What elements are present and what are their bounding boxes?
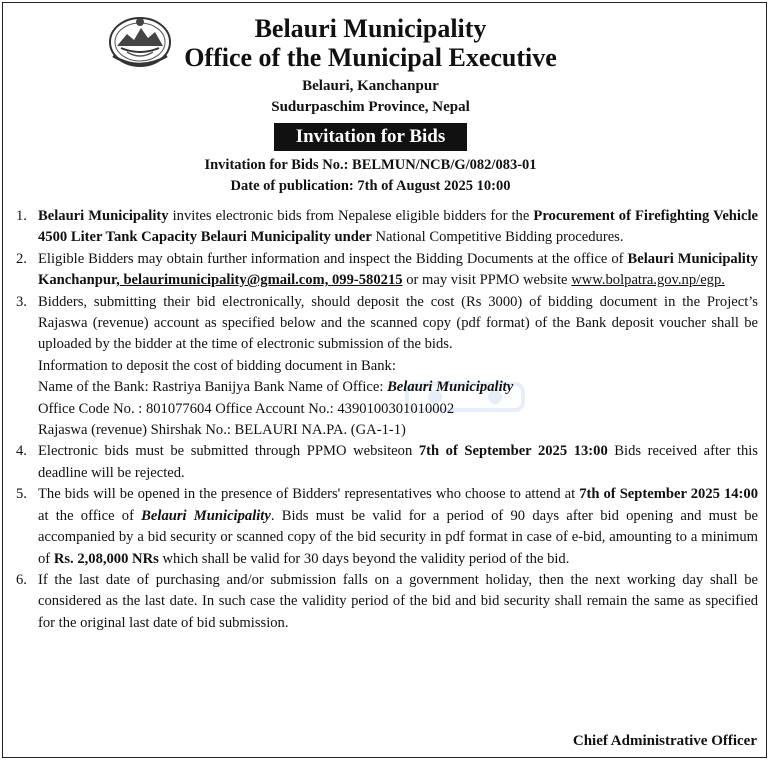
- item-text: invites electronic bids from Nepalese eligible bidders for the: [168, 208, 534, 224]
- list-item: [16, 249, 758, 292]
- item-text: The bids will be opened in the presence of Bidders' representatives who choose to attend at: [38, 486, 580, 503]
- notice-title-badge: Invitation for Bids: [274, 123, 468, 151]
- item-text: Bids received after this deadline will be rejected.: [38, 443, 758, 481]
- office-code-line: Office Code No. : 801077604 Office Account No.: 4390100301010002: [38, 400, 455, 417]
- org-name-inline: Belauri Municipality: [38, 208, 169, 224]
- item-text: which shall be valid for 30 days beyond the validity period of the bid.: [158, 550, 570, 567]
- list-item: [16, 206, 758, 249]
- office-name: Office of the Municipal Executive: [184, 43, 557, 72]
- item-number: 6.: [16, 571, 27, 588]
- list-item: [16, 484, 758, 570]
- bid-reference-number: Invitation for Bids No.: BELMUN/NCB/G/082/083-01: [204, 157, 537, 173]
- item-number: 5.: [16, 486, 27, 503]
- notice-header: [0, 14, 771, 197]
- item-text: Eligible Bidders may obtain further information and inspect the Bidding Documents at the office of: [38, 250, 628, 267]
- bank-info-title: Information to deposit the cost of bidding document in Bank:: [38, 357, 396, 374]
- item-text: National Competitive Bidding procedures.: [371, 229, 624, 246]
- item-text: at the office of: [38, 507, 142, 524]
- list-item: [16, 441, 758, 484]
- submission-deadline: 7th of September 2025 13:00: [418, 443, 608, 460]
- item-number: 1.: [16, 208, 27, 224]
- item-text: Bidders, submitting their bid electronically, should deposit the cost (Rs 3000) of bidding document in the Project’s Rajaswa (revenue) account as specified below and the scanned copy (pdf format) of the Bank deposit voucher shall be uploaded by the bidder at the time of electronic submission of the bids.: [38, 293, 758, 353]
- office-location: Belauri Municipality Kanchanpur,: [38, 250, 758, 289]
- item-number: 3.: [16, 293, 27, 310]
- shirshak-line: Rajaswa (revenue) Shirshak No.: BELAURI NA.PA. (GA-1-1): [38, 422, 406, 439]
- publication-date: Date of publication: 7th of August 2025 10:00: [230, 178, 511, 194]
- bank-name-text: Name of the Bank: Rastriya Banijya Bank Name of Office:: [38, 379, 388, 396]
- signatory-title: Chief Administrative Officer: [572, 733, 757, 749]
- address-line-2: Sudurpaschim Province, Nepal: [271, 99, 470, 115]
- item-text: . Bids must be valid for a period of 90 days after bid opening and must be accompanied by a bid security or scanned copy of the bid security in pdf format in case of e-bid, amounting to a minimum of: [38, 507, 759, 567]
- item-text: Electronic bids must be submitted through PPMO websiteon: [38, 443, 419, 460]
- contact-email-phone[interactable]: belaurimunicipality@gmail.com, 099-580215: [119, 272, 403, 289]
- org-name: Belauri Municipality: [254, 14, 487, 43]
- bank-name-line: [38, 377, 758, 398]
- address-line-1: Belauri, Kanchanpur: [302, 78, 439, 94]
- org-name-inline: Belauri Municipality: [141, 507, 271, 524]
- ppmo-website-link[interactable]: www.bolpatra.gov.np/egp.: [571, 272, 725, 289]
- list-item: [16, 292, 758, 442]
- procurement-title: Procurement of Firefighting Vehicle 4500 Liter Tank Capacity Belauri Municipality under: [38, 208, 758, 246]
- item-text: or may visit PPMO website: [402, 272, 572, 289]
- item-number: 2.: [16, 250, 27, 267]
- bid-security-amount: Rs. 2,08,000 NRs: [53, 550, 159, 567]
- item-text: If the last date of purchasing and/or submission falls on a government holiday, then the next working day shall be considered as the last date. In such case the validity period of the bid and bid security shall remain the same as specified for the original last date of bid submission.: [38, 571, 758, 631]
- bank-office-name: Belauri Municipality: [387, 379, 514, 396]
- item-number: 4.: [16, 443, 27, 460]
- list-item: [16, 570, 758, 634]
- opening-datetime: 7th of September 2025 14:00: [579, 486, 758, 503]
- notice-body: [16, 206, 758, 634]
